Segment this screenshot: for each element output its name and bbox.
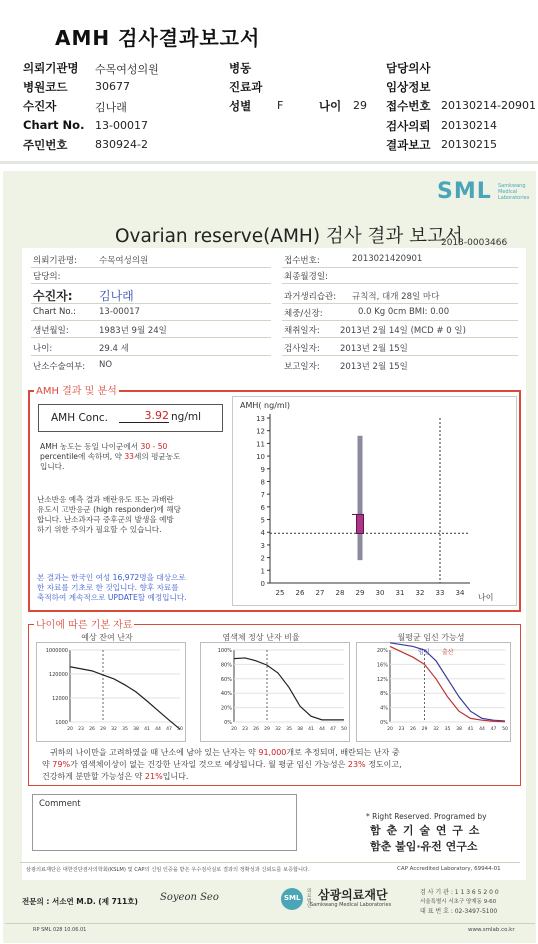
r-value-patient: 김나래 bbox=[99, 289, 134, 303]
chart-title-pregnancy: 월평균 임신 가능성 bbox=[397, 633, 465, 642]
mini-chart-1-x-tick-label: 20 bbox=[67, 727, 73, 732]
mini-chart-1-x-tick-label: 41 bbox=[144, 727, 150, 732]
mini-chart-1-x-tick-label: 44 bbox=[155, 727, 161, 732]
mini-chart-1-x-tick-label: 23 bbox=[78, 727, 84, 732]
comment-label: Comment bbox=[39, 799, 81, 809]
amh-chart-frame bbox=[233, 397, 517, 606]
org-prefix: 의료법인 bbox=[307, 889, 312, 909]
amh-y-tick-label: 8 bbox=[260, 478, 265, 487]
org-name-1: 함 춘 기 술 연 구 소 bbox=[370, 824, 481, 837]
lab-tel: 대 표 번 호 : 02-3497-5100 bbox=[420, 908, 498, 915]
amh-conc-box bbox=[38, 404, 223, 432]
mini-chart-2-x-tick-label: 35 bbox=[286, 727, 292, 732]
label-clinical-info: 임상정보 bbox=[386, 80, 431, 94]
amh-chart-xlabel: 나이 bbox=[478, 593, 494, 602]
amh-conc-unit: ng/ml bbox=[171, 411, 202, 423]
amh-x-tick-label: 25 bbox=[275, 589, 285, 597]
value-hospital-name: 수목여성의원 bbox=[95, 63, 159, 76]
mini-chart-3-x-tick-label: 50 bbox=[502, 727, 508, 732]
label-resident-no: 주민번호 bbox=[23, 138, 68, 152]
website: www.smlab.co.kr bbox=[468, 927, 515, 933]
amh-age-chart bbox=[232, 396, 517, 606]
r-value-test-date: 2013년 2월 15일 bbox=[340, 344, 408, 354]
r-label-lmp: 최종월경일: bbox=[284, 272, 328, 282]
amh-y-tick-label: 13 bbox=[256, 415, 265, 423]
r-value-age: 29.4 세 bbox=[99, 344, 129, 354]
monthly-pregnancy-chart bbox=[356, 642, 511, 742]
value-age: 29 bbox=[353, 99, 367, 112]
mini-chart-1-y-tick-label: 1000000 bbox=[45, 648, 68, 654]
amh-conc-label: AMH Conc. bbox=[51, 412, 108, 424]
label-report-date: 결과보고 bbox=[386, 138, 431, 152]
report-number: 2013-0003466 bbox=[441, 238, 508, 248]
sml-circle-logo-icon: SML bbox=[281, 888, 303, 910]
age-summary-text: 귀하의 나이만을 고려하였을 때 난소에 남아 있는 난자는 약 91,000개로 추정되며, 배란되는 난자 중 약 79%가 염색체이상이 없는 건강한 난자일 것으로 예상됩니다. 월 평균 임신 가능성은 23% 정도이고, 건강하게 분만할 가능성은 약 21%입니다. bbox=[42, 748, 402, 781]
mini-chart-3-x-tick-label: 44 bbox=[479, 727, 485, 732]
amh-x-tick-label: 31 bbox=[395, 589, 405, 597]
mini-chart-3-x-tick-label: 20 bbox=[387, 727, 393, 732]
value-receipt-no: 20130214-20901 bbox=[441, 99, 536, 112]
r-value-receipt-no: 2013021420901 bbox=[352, 254, 423, 264]
mini-chart-3-y-tick-label: 12% bbox=[376, 676, 388, 683]
age-section-label: 나이에 따른 기본 자료 bbox=[34, 616, 134, 631]
mini-chart-1-x-tick-label: 32 bbox=[111, 727, 117, 732]
label-hospital-name: 의뢰기관명 bbox=[23, 61, 79, 75]
r-value-hospital: 수목여성의원 bbox=[99, 256, 149, 266]
org-main-name: 삼광의료재단 bbox=[318, 888, 388, 902]
amh-y-tick-label: 3 bbox=[260, 541, 265, 550]
chart-title-normal-eggs: 염색체 정상 난자 비율 bbox=[222, 633, 300, 642]
r-value-weight-height: 0.0 Kg 0cm BMI: 0.00 bbox=[358, 307, 450, 317]
org-english-name: Samkwang Medical Laboratories bbox=[310, 902, 392, 908]
mini-chart-1-x-tick-label: 47 bbox=[166, 727, 172, 732]
mini-chart-1-x-tick-label: 29 bbox=[100, 727, 106, 732]
r-label-age: 나이: bbox=[33, 344, 53, 354]
amh-chart-ylabel: AMH( ng/ml) bbox=[240, 401, 291, 410]
amh-x-tick-label: 26 bbox=[295, 589, 305, 597]
lab-license: 검 사 기 관 : 1 1 3 6 5 2 0 0 bbox=[420, 889, 499, 896]
r-label-cycle: 과거생리습관: bbox=[284, 292, 337, 302]
mini-chart-3-x-tick-label: 47 bbox=[490, 727, 497, 732]
amh-x-tick-label: 29 bbox=[355, 589, 365, 597]
value-sex: F bbox=[277, 99, 284, 112]
amh-x-tick-label: 28 bbox=[335, 589, 345, 597]
amh-box bbox=[357, 514, 364, 533]
amh-y-tick-label: 7 bbox=[260, 491, 265, 500]
amh-y-tick-label: 2 bbox=[260, 554, 265, 563]
mini-chart-2-y-tick-label: 100% bbox=[217, 648, 232, 654]
r-value-ovary-surgery: NO bbox=[99, 360, 113, 370]
label-request-date: 검사의뢰 bbox=[386, 119, 431, 133]
mini-chart-2-x-tick-label: 38 bbox=[297, 727, 303, 732]
mini-chart-3-y-tick-label: 0% bbox=[380, 720, 388, 726]
page-title: AMH 검사결과보고서 bbox=[55, 26, 261, 50]
value-report-date: 20130215 bbox=[441, 138, 497, 151]
signature: Soyeon Seo bbox=[160, 892, 219, 903]
label-doctor: 담당의사 bbox=[386, 61, 431, 75]
mini-chart-3-x-tick-label: 29 bbox=[421, 727, 428, 732]
label-sex: 성별 bbox=[229, 99, 252, 113]
amh-percentile-text: AMH 농도는 동일 나이군에서 30 - 50 percentile에 속하며, 약 33세의 평균농도 입니다. bbox=[40, 442, 181, 471]
label-department: 진료과 bbox=[229, 80, 263, 94]
value-chart-no: 13-00017 bbox=[95, 119, 148, 132]
label-receipt-no: 접수번호 bbox=[386, 99, 431, 113]
amh-y-tick-label: 1 bbox=[260, 567, 265, 576]
r-value-collect-date: 2013년 2월 14일 (MCD # 0 일) bbox=[340, 326, 466, 336]
mini-chart-3-y-tick-label: 8% bbox=[380, 691, 388, 698]
r-value-birthdate: 1983년 9월 24일 bbox=[99, 326, 167, 336]
value-hospital-code: 30677 bbox=[95, 80, 130, 93]
mini-chart-3-x-tick-label: 35 bbox=[444, 727, 451, 732]
label-ward: 병동 bbox=[229, 61, 252, 75]
mini-chart-3-x-tick-label: 41 bbox=[467, 727, 474, 732]
label-age: 나이 bbox=[319, 99, 342, 113]
mini-chart-3-y-tick-label: 20% bbox=[376, 648, 388, 654]
mini-chart-3-x-tick-label: 23 bbox=[398, 727, 405, 732]
mini-chart-2-y-tick-label: 0% bbox=[224, 720, 232, 726]
rights-text: * Right Reserved. Programed by bbox=[366, 812, 487, 821]
specialist-name: 전문의 : 서소연 M.D. (제 711호) bbox=[22, 897, 138, 906]
chart-title-eggs: 예상 잔여 난자 bbox=[81, 633, 133, 642]
r-value-cycle: 규칙적, 대개 28일 마다 bbox=[352, 292, 440, 302]
amh-conc-value: 3.92 bbox=[119, 409, 169, 423]
r-label-receipt-no: 접수번호: bbox=[284, 256, 320, 266]
comment-box bbox=[32, 794, 297, 851]
r-label-patient: 수진자: bbox=[33, 289, 73, 303]
amh-x-tick-label: 27 bbox=[315, 589, 325, 597]
mini-chart-2-x-tick-label: 41 bbox=[308, 727, 314, 732]
label-patient: 수진자 bbox=[23, 99, 57, 113]
mini-chart-3-x-tick-label: 26 bbox=[410, 727, 416, 732]
amh-y-tick-label: 6 bbox=[260, 503, 265, 512]
r-label-test-date: 검사일자: bbox=[284, 344, 320, 354]
mini-chart-1-x-tick-label: 50 bbox=[177, 727, 183, 732]
lab-address: 서울특별시 서초구 양재동 9-60 bbox=[420, 899, 497, 905]
amh-response-text: 난소반응 예측 결과 배란유도 또는 과배란 유도시 고반응군 (high responder)에 해당 합니다. 난소과자극 증후군의 발생을 예방 하기 위한 주의가 필요할 수 있습니다. bbox=[37, 495, 181, 534]
mini-chart-2-y-tick-label: 60% bbox=[220, 676, 232, 683]
form-code: RP SML 028 10.06.01 bbox=[33, 927, 87, 933]
r-label-doctor: 담당의: bbox=[33, 272, 61, 282]
r-label-weight-height: 체중/신장: bbox=[284, 309, 323, 319]
mini-chart-1-x-tick-label: 35 bbox=[122, 727, 128, 732]
r-label-collect-date: 채취일자: bbox=[284, 326, 320, 336]
mini-chart-2-x-tick-label: 44 bbox=[319, 727, 325, 732]
mini-chart-1-x-tick-label: 38 bbox=[133, 727, 139, 732]
mini-chart-3-y-tick-label: 16% bbox=[376, 662, 388, 669]
r-value-report-date: 2013년 2월 15일 bbox=[340, 362, 408, 372]
mini-chart-2-x-tick-label: 26 bbox=[253, 727, 259, 732]
r-label-birthdate: 생년월일: bbox=[33, 326, 69, 336]
mini-chart-3-legend-label: 임신 bbox=[418, 649, 430, 656]
mini-chart-2-y-tick-label: 80% bbox=[220, 662, 232, 669]
amh-y-tick-label: 10 bbox=[256, 453, 265, 462]
cap-note: CAP Accredited Laboratory, 69944-01 bbox=[397, 866, 501, 872]
r-label-ovary-surgery: 난소수술여부: bbox=[33, 362, 86, 372]
mini-chart-2-x-tick-label: 20 bbox=[231, 727, 237, 732]
amh-y-tick-label: 5 bbox=[260, 516, 265, 525]
mini-chart-3-y-tick-label: 4% bbox=[380, 705, 388, 712]
amh-y-tick-label: 11 bbox=[256, 440, 265, 449]
value-patient: 김나래 bbox=[95, 101, 127, 114]
amh-y-tick-label: 9 bbox=[260, 465, 265, 474]
sml-logo-subtitle: Samkwang Medical Laboratories bbox=[498, 183, 530, 201]
mini-chart-1-y-tick-label: 120000 bbox=[48, 672, 68, 678]
amh-x-tick-label: 32 bbox=[415, 589, 425, 597]
mini-chart-3-x-tick-label: 38 bbox=[456, 727, 462, 732]
sml-logo: SML bbox=[437, 179, 492, 204]
mini-chart-1-x-tick-label: 26 bbox=[89, 727, 95, 732]
amh-x-tick-label: 30 bbox=[375, 589, 385, 597]
mini-chart-2-y-tick-label: 40% bbox=[220, 691, 232, 698]
amh-section-label: AMH 결과 및 분석 bbox=[34, 382, 119, 397]
label-hospital-code: 병원코드 bbox=[23, 80, 68, 94]
mini-chart-1-y-tick-label: 12000 bbox=[52, 696, 68, 702]
mini-chart-1-y-tick-label: 1000 bbox=[55, 720, 68, 726]
r-value-chart-no: 13-00017 bbox=[99, 307, 140, 317]
amh-range-bar bbox=[358, 436, 363, 560]
amh-data-note: 본 결과는 한국인 여성 16,972명을 대상으로 한 자료를 기초로 한 것입니다. 향후 자료를 축적하여 계속적으로 UPDATE할 예정입니다. bbox=[37, 573, 187, 602]
value-resident-no: 830924-2 bbox=[95, 138, 148, 151]
mini-chart-2-x-tick-label: 50 bbox=[341, 727, 347, 732]
r-label-hospital: 의뢰기관명: bbox=[33, 256, 77, 266]
normal-egg-ratio-chart bbox=[200, 642, 350, 742]
mini-chart-2-x-tick-label: 47 bbox=[330, 727, 336, 732]
r-label-chart-no: Chart No.: bbox=[33, 307, 77, 317]
remaining-eggs-chart bbox=[36, 642, 186, 742]
divider bbox=[0, 161, 538, 164]
value-request-date: 20130214 bbox=[441, 119, 497, 132]
report-title: Ovarian reserve(AMH) 검사 결과 보고서 bbox=[115, 226, 463, 247]
mini-chart-2-y-tick-label: 20% bbox=[220, 705, 232, 712]
mini-chart-2-x-tick-label: 23 bbox=[242, 727, 248, 732]
amh-x-tick-label: 33 bbox=[435, 589, 445, 597]
amh-y-tick-label: 4 bbox=[260, 529, 265, 538]
org-name-2: 함춘 불임·유전 연구소 bbox=[370, 840, 478, 853]
mini-chart-3-legend-label: 출산 bbox=[442, 649, 454, 656]
certification-note: 삼광의료재단은 대한진단검사의학회(KSLM) 및 CAP의 신임 인증을 받은 우수검사실로 결과의 정확성과 신뢰도를 보증합니다. bbox=[26, 867, 310, 873]
r-label-report-date: 보고일자: bbox=[284, 362, 320, 372]
amh-y-tick-label: 0 bbox=[260, 580, 265, 588]
label-chart-no: Chart No. bbox=[23, 118, 85, 132]
amh-y-tick-label: 12 bbox=[256, 427, 265, 436]
mini-chart-3-x-tick-label: 32 bbox=[433, 727, 439, 732]
amh-x-tick-label: 34 bbox=[455, 589, 465, 597]
mini-chart-2-x-tick-label: 29 bbox=[264, 727, 270, 732]
mini-chart-2-x-tick-label: 32 bbox=[275, 727, 281, 732]
